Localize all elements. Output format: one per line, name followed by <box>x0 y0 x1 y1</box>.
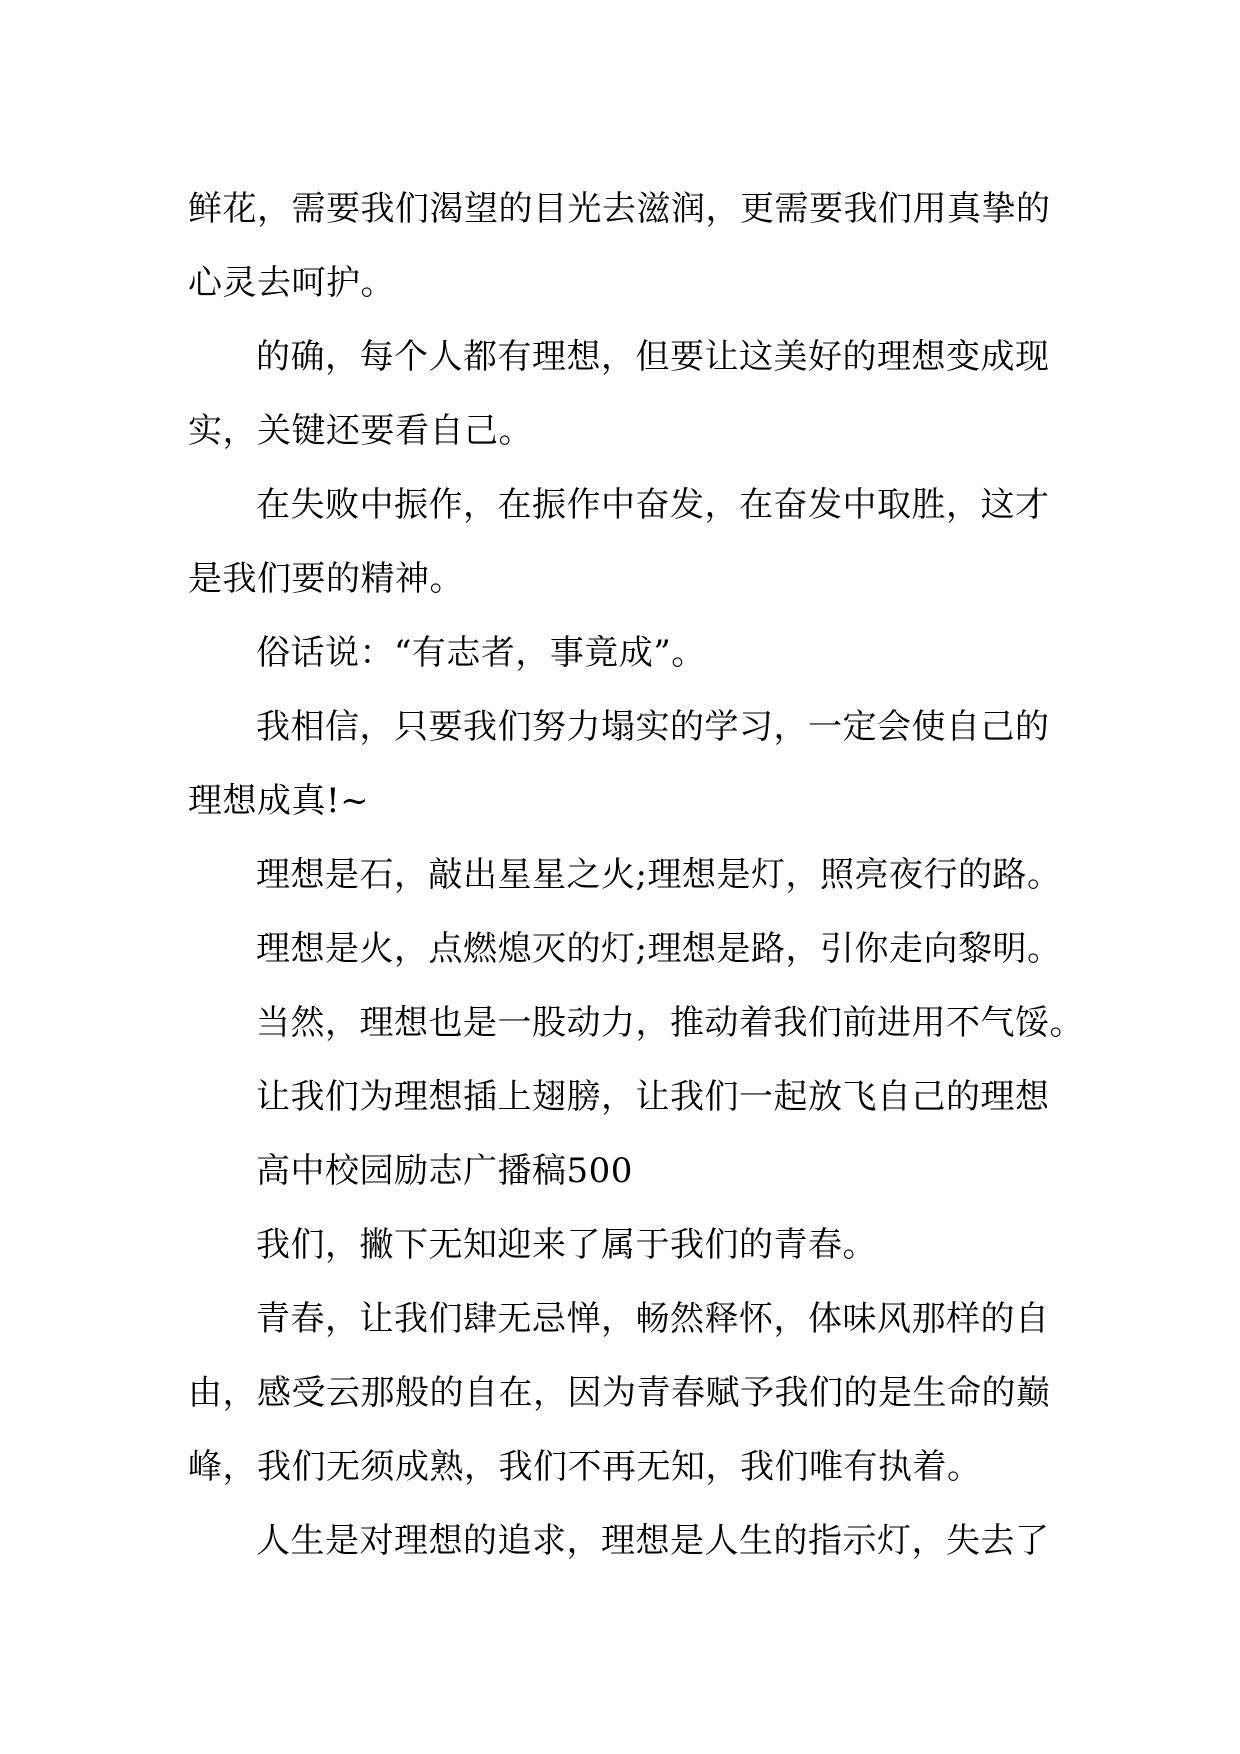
text-line: 由，感受云那般的自在，因为青春赋予我们的是生命的巅 <box>188 1373 1051 1413</box>
document-body <box>188 172 1084 1578</box>
text-line: 人生是对理想的追求，理想是人生的指示灯，失去了 <box>256 1521 1050 1561</box>
text-line: 实，关键还要看自己。 <box>188 411 533 451</box>
text-line: 心灵去呵护。 <box>188 263 395 303</box>
text-line: 鲜花，需要我们渴望的目光去滋润，更需要我们用真挚的 <box>188 189 1051 229</box>
text-line: 我相信，只要我们努力塌实的学习，一定会使自己的 <box>256 707 1050 747</box>
text-line: 是我们要的精神。 <box>188 559 464 599</box>
text-line: 理想是火，点燃熄灭的灯;理想是路，引你走向黎明。 <box>256 929 1062 969</box>
text-line: 在失败中振作，在振作中奋发，在奋发中取胜，这才 <box>256 485 1050 525</box>
text-line: 青春，让我们肆无忌惮，畅然释怀，体味风那样的自 <box>256 1299 1050 1339</box>
text-line: 俗话说：“有志者，事竟成”。 <box>256 633 706 673</box>
text-line: 峰，我们无须成熟，我们不再无知，我们唯有执着。 <box>188 1447 982 1487</box>
text-line: 让我们为理想插上翅膀，让我们一起放飞自己的理想 <box>256 1077 1050 1117</box>
text-line: 的确，每个人都有理想，但要让这美好的理想变成现 <box>256 337 1050 377</box>
section-heading: 高中校园励志广播稿500 <box>256 1151 633 1191</box>
text-line: 当然，理想也是一股动力，推动着我们前进用不气馁。 <box>256 1003 1084 1043</box>
text-line: 理想是石，敲出星星之火;理想是灯，照亮夜行的路。 <box>256 855 1062 895</box>
text-line: 理想成真!~ <box>188 781 370 821</box>
text-line: 我们，撇下无知迎来了属于我们的青春。 <box>256 1225 877 1265</box>
